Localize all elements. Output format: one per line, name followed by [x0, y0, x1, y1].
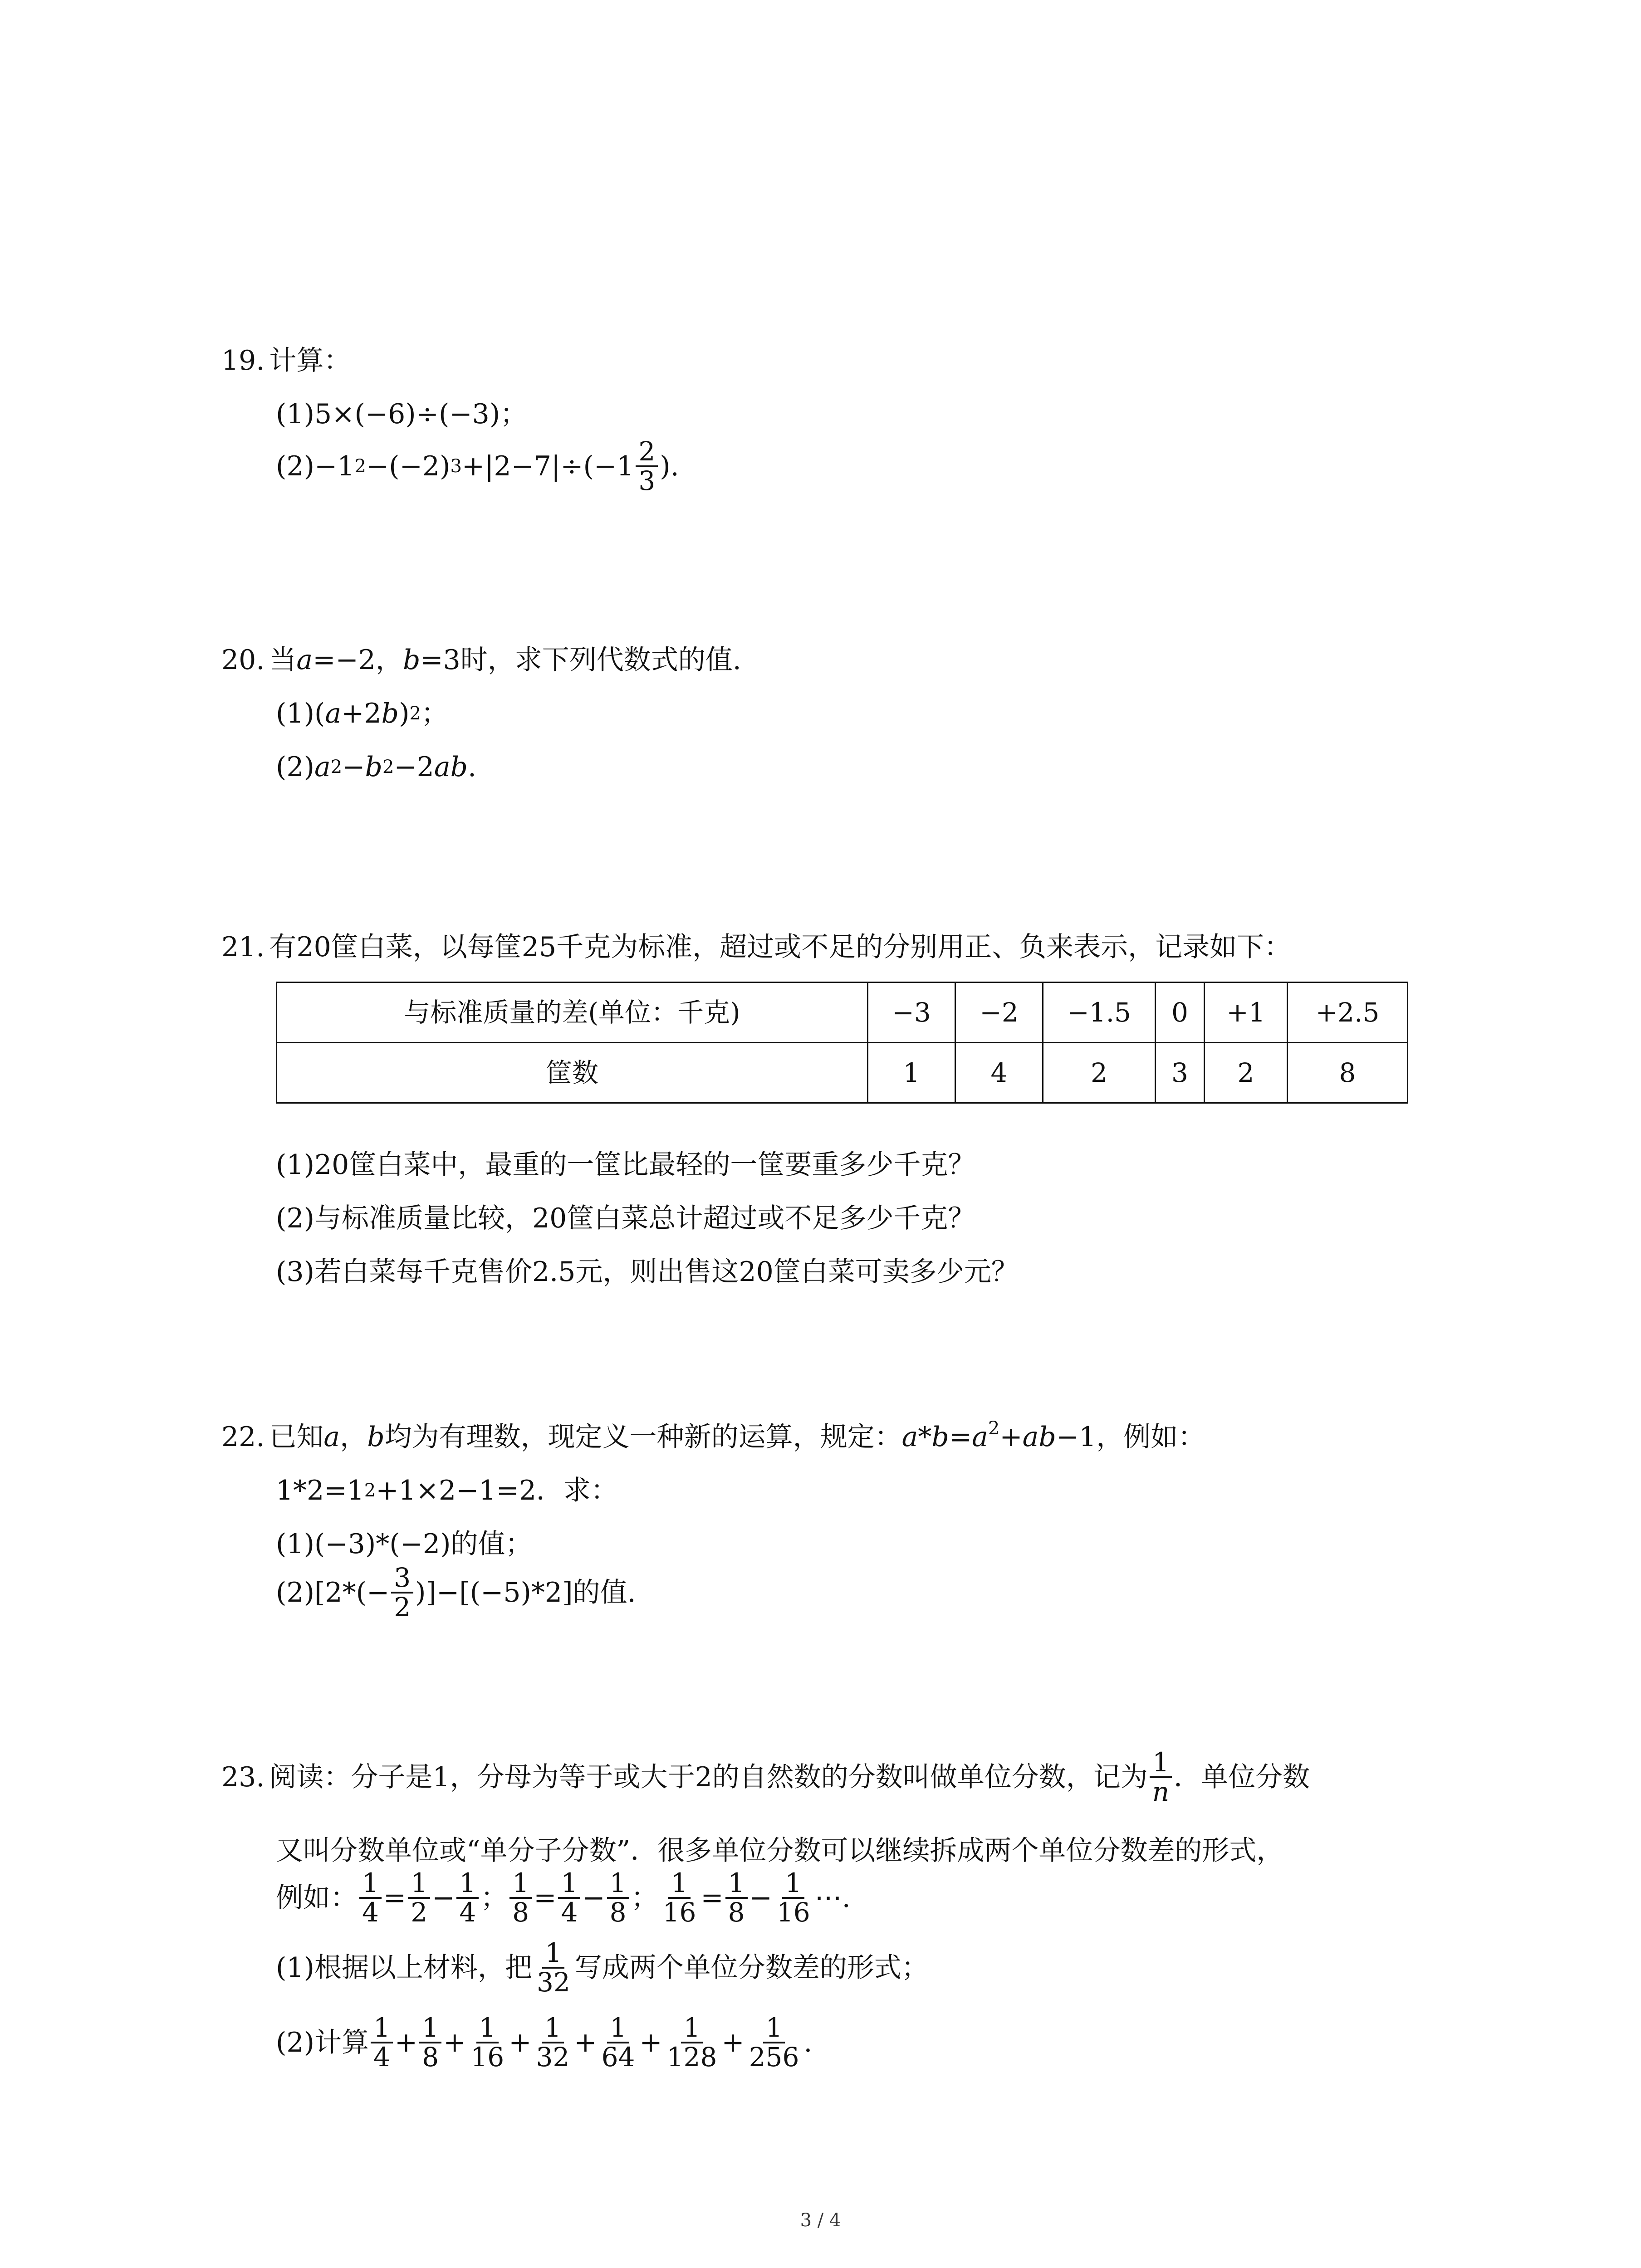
table-cell: 2 — [1043, 1043, 1156, 1103]
stem-line-2: 又叫分数单位或“单分子分数”．很多单位分数可以继续拆成两个单位分数差的形式， — [276, 1835, 1284, 1867]
table-row-header: 筐数 — [277, 1043, 868, 1103]
fraction: $\frac{2}{3}$ — [636, 438, 658, 495]
table-cell: 4 — [955, 1043, 1043, 1103]
question-stem: 当a=−2，b=3时，求下列代数式的值. — [269, 644, 741, 676]
table-row — [277, 982, 1408, 1043]
table-cell: 8 — [1288, 1043, 1408, 1103]
table-cell: 0 — [1156, 982, 1205, 1043]
table-cell: 3 — [1156, 1043, 1205, 1103]
subquestion-2: (2)−1 2 −(−2) 3 +|2−7|÷(−1 $\frac{2}{3}$ ). — [276, 436, 679, 496]
question-number: 19. — [221, 345, 265, 376]
subquestion-2: (2)与标准质量比较，20筐白菜总计超过或不足多少千克？ — [276, 1202, 975, 1234]
question-number: 22. — [221, 1421, 265, 1453]
subquestion-1: (1)20筐白菜中，最重的一筐比最轻的一筐要重多少千克？ — [276, 1149, 975, 1181]
question-number: 21. — [221, 931, 265, 963]
subquestion-2: (2)计算 $\frac{1}{4}$ + $\frac{1}{8}$ + $\frac{1}{16}$ + $\frac{1}{32}$ + $\frac{1}{64}$ + $\frac{1}{128}$ + $\frac{1}{256}$ . — [276, 2012, 813, 2072]
table-cell: 1 — [868, 1043, 955, 1103]
subquestion-2: (2) a 2 − b 2 −2 ab . — [276, 751, 477, 783]
question-stem: 阅读：分子是1，分母为等于或大于2的自然数的分数叫做单位分数，记为 — [269, 1761, 1148, 1793]
page-number: 3 / 4 — [800, 2210, 841, 2231]
subquestion-3: (3)若白菜每千克售价2.5元，则出售这20筐白菜可卖多少元？ — [276, 1256, 1019, 1288]
question-number: 20. — [221, 644, 265, 676]
fraction: $\frac{3}{2}$ — [391, 1564, 413, 1621]
table-cell: +2.5 — [1288, 982, 1408, 1043]
table-cell: −3 — [868, 982, 955, 1043]
subquestion-1: (1)5×(−6)÷(−3)； — [276, 398, 528, 430]
subquestion-1: (1)(−3)*(−2)的值； — [276, 1528, 533, 1560]
question-stem: 已知a，b均为有理数，现定义一种新的运算，规定：$a*b=a^2+ab-1$，例如： — [269, 1418, 1205, 1453]
table-cell: −1.5 — [1043, 982, 1156, 1043]
stem-line-3: 例如： $\frac{1}{4}$ = $\frac{1}{2}$ − $\frac{1}{4}$ ； $\frac{1}{8}$ = $\frac{1}{4}$ − $\frac{1}{8}$ ； $\frac{1}{16}$ = $\frac{1}{8}$ − $\frac{1}{16}$ ⋯. — [276, 1867, 851, 1928]
table-cell: −2 — [955, 982, 1043, 1043]
subquestion-1: (1)根据以上材料，把 $\frac{1}{32}$ 写成两个单位分数差的形式； — [276, 1937, 929, 1998]
table-row-header: 与标准质量的差(单位：千克) — [277, 982, 868, 1043]
subquestion-1: (1)( a +2 b ) 2 ； — [276, 698, 448, 729]
table-row — [277, 1043, 1408, 1103]
exam-page: 19. 计算： (1)5×(−6)÷(−3)； (2)−1 2 −(−2) 3 +|2−7|÷(−1 $\frac{2}{3}$ ). 20. 当a=−2，b=3时，求下列代数式的值. (1)( a +2 b ) 2 ； (2) a 2 − b 2 −2 ab . 21. 有20筐白菜，以每筐25千克为标准，超过或不足的分别用正、负来表示，记录如下： 与标准质量的差(单位：千克) −3 −2 −1.5 0 +1 +2.5 筐数 1 4 2 3 2 8 (1)20筐白菜中，最重的一筐比最轻的一筐要重多少千克？ (2)与标准质量比较，20筐白菜总计超过或不足多少千克？ (3)若白菜每千克售价2.5元，则出售这20筐白菜可卖多少元？ 22. 已知a，b均为有理数，现定义一种新的运算，规定：$a*b=a^2+ab-1$，例如： 1*2=1 2 +1×2−1=2．求： (1)(−3)*(−2)的值； (2)[2*(− $\frac{3}{2}$ )]−[(−5)*2]的值. 23. 阅读：分子是1，分母为等于或大于2的自然数的分数叫做单位分数，记为 $\frac{1}{n}$ ．单位分数 又叫分数单位或“单分子分数”．很多单位分数可以继续拆成两个单位分数差的形式， 例如： $\frac{1}{4}$ = $\frac{1}{2}$ − $\frac{1}{4}$ ； $\frac{1}{8}$ = $\frac{1}{4}$ − $\frac{1}{8}$ ； $\frac{1}{16}$ = $\frac{1}{8}$ − $\frac{1}{16}$ ⋯. (1)根据以上材料，把 $\frac{1}{32}$ 写成两个单位分数差的形式； (2)计算 $\frac{1}{4}$ + $\frac{1}{8}$ + $\frac{1}{16}$ + $\frac{1}{32}$ + $\frac{1}{64}$ + $\frac{1}{128}$ + $\frac{1}{256}$ . 3 / 4 — [0, 0, 1641, 2268]
fraction: $\frac{1}{n}$ — [1150, 1749, 1172, 1806]
record-table — [276, 982, 1408, 1104]
question-stem: 计算： — [269, 345, 351, 376]
table-cell: 2 — [1205, 1043, 1288, 1103]
fraction: $\frac{1}{32}$ — [537, 1937, 570, 1998]
example-line: 1*2=1 2 +1×2−1=2．求： — [276, 1475, 618, 1506]
subquestion-2: (2)[2*(− $\frac{3}{2}$ )]−[(−5)*2]的值. — [276, 1562, 636, 1623]
table-cell: +1 — [1205, 982, 1288, 1043]
question-number: 23. — [221, 1761, 265, 1793]
question-stem: 有20筐白菜，以每筐25千克为标准，超过或不足的分别用正、负来表示，记录如下： — [269, 931, 1292, 963]
